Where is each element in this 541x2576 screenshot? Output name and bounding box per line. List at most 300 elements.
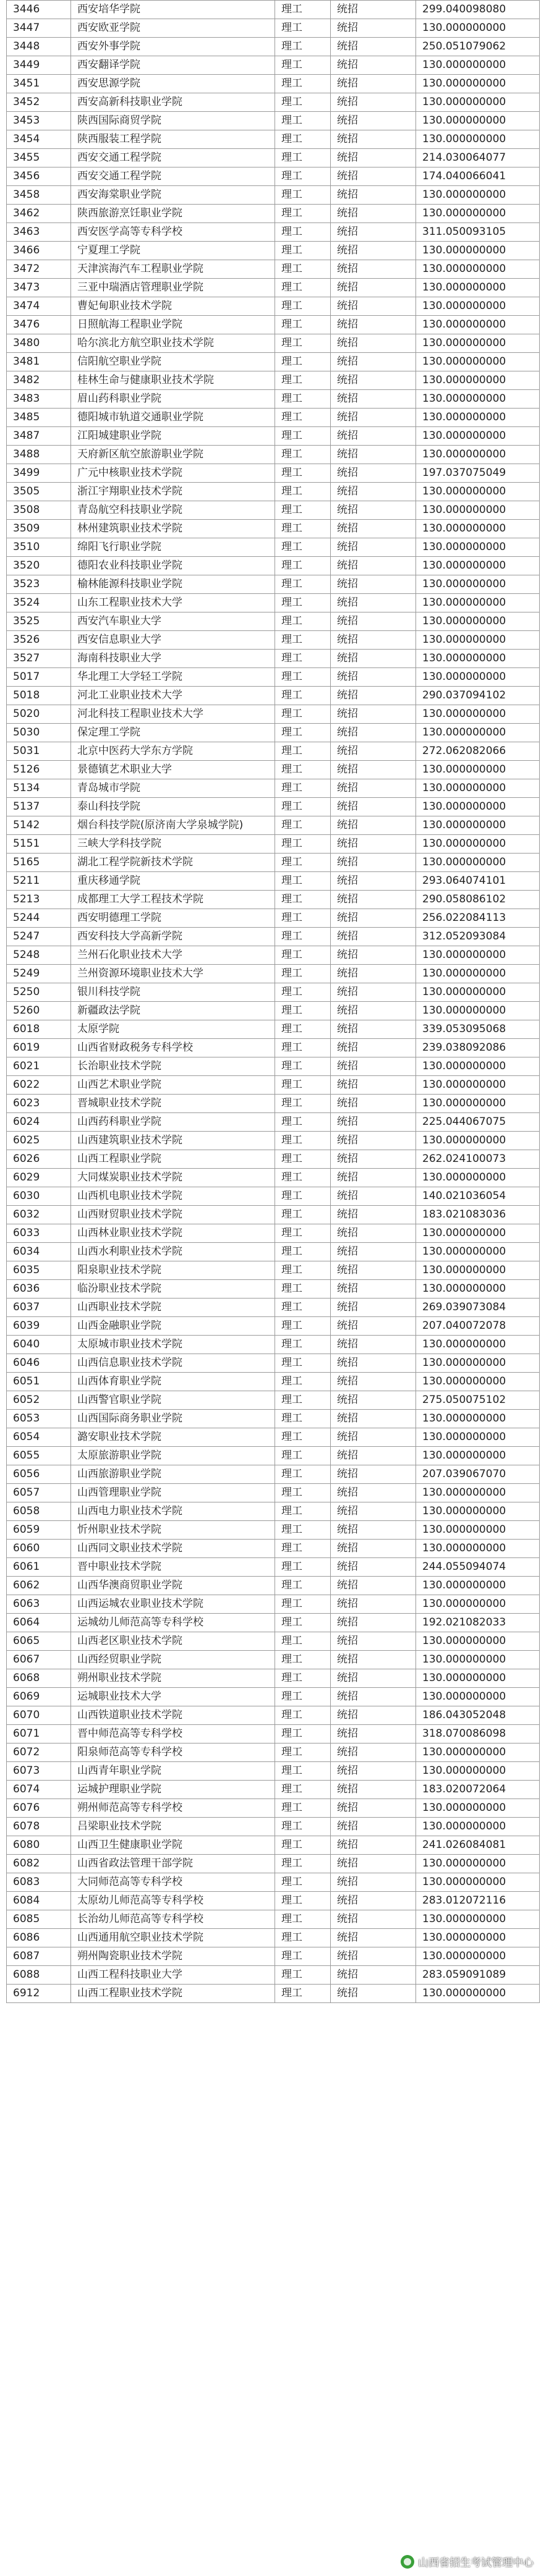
subject-type-cell: 理工 — [275, 205, 331, 223]
table-row — [7, 909, 540, 928]
min-score-cell: 311.050093105 — [416, 223, 540, 242]
min-score-cell: 262.024100073 — [416, 1150, 540, 1169]
enrollment-type-cell: 统招 — [331, 1187, 416, 1206]
enrollment-type-cell: 统招 — [331, 1743, 416, 1762]
min-score-cell: 130.000000000 — [416, 1577, 540, 1595]
table-row — [7, 687, 540, 705]
subject-type-cell: 理工 — [275, 149, 331, 167]
min-score-cell: 283.059091089 — [416, 1966, 540, 1985]
school-name-cell: 保定理工学院 — [71, 724, 275, 742]
school-name-cell: 西安明德理工学院 — [71, 909, 275, 928]
table-row — [7, 1632, 540, 1651]
school-name-cell: 绵阳飞行职业学院 — [71, 538, 275, 557]
table-row — [7, 668, 540, 687]
subject-type-cell: 理工 — [275, 1595, 331, 1614]
enrollment-type-cell: 统招 — [331, 297, 416, 316]
min-score-cell: 130.000000000 — [416, 1428, 540, 1447]
enrollment-type-cell: 统招 — [331, 334, 416, 353]
subject-type-cell: 理工 — [275, 872, 331, 891]
min-score-cell: 318.070086098 — [416, 1725, 540, 1743]
school-code-cell: 3453 — [7, 112, 71, 130]
school-name-cell: 山西旅游职业学院 — [71, 1465, 275, 1484]
table-row — [7, 538, 540, 557]
table-row — [7, 1558, 540, 1577]
min-score-cell: 130.000000000 — [416, 1521, 540, 1540]
enrollment-type-cell: 统招 — [331, 112, 416, 130]
school-name-cell: 青岛航空科技职业学院 — [71, 501, 275, 520]
school-name-cell: 曹妃甸职业技术学院 — [71, 297, 275, 316]
subject-type-cell: 理工 — [275, 631, 331, 650]
school-name-cell: 山西运城农业职业技术学院 — [71, 1595, 275, 1614]
enrollment-type-cell: 统招 — [331, 1261, 416, 1280]
subject-type-cell: 理工 — [275, 483, 331, 501]
min-score-cell: 130.000000000 — [416, 946, 540, 965]
subject-type-cell: 理工 — [275, 1261, 331, 1280]
school-name-cell: 山西职业技术学院 — [71, 1299, 275, 1317]
min-score-cell: 130.000000000 — [416, 112, 540, 130]
table-row — [7, 1873, 540, 1892]
min-score-cell: 244.055094074 — [416, 1558, 540, 1577]
subject-type-cell: 理工 — [275, 93, 331, 112]
min-score-cell: 130.000000000 — [416, 798, 540, 816]
table-row — [7, 1150, 540, 1169]
min-score-cell: 130.000000000 — [416, 279, 540, 297]
enrollment-type-cell: 统招 — [331, 520, 416, 538]
subject-type-cell: 理工 — [275, 1836, 331, 1855]
enrollment-type-cell: 统招 — [331, 353, 416, 371]
enrollment-type-cell: 统招 — [331, 557, 416, 575]
min-score-cell: 130.000000000 — [416, 56, 540, 75]
min-score-cell: 130.000000000 — [416, 1799, 540, 1818]
school-code-cell: 6071 — [7, 1725, 71, 1743]
table-row — [7, 56, 540, 75]
school-name-cell: 眉山药科职业学院 — [71, 390, 275, 409]
subject-type-cell: 理工 — [275, 520, 331, 538]
enrollment-type-cell: 统招 — [331, 1688, 416, 1706]
min-score-cell: 130.000000000 — [416, 205, 540, 223]
subject-type-cell: 理工 — [275, 538, 331, 557]
table-row — [7, 761, 540, 779]
enrollment-type-cell: 统招 — [331, 1706, 416, 1725]
table-row — [7, 390, 540, 409]
school-name-cell: 大同煤炭职业技术学院 — [71, 1169, 275, 1187]
school-name-cell: 山西水利职业技术学院 — [71, 1243, 275, 1261]
table-row — [7, 520, 540, 538]
subject-type-cell: 理工 — [275, 242, 331, 260]
enrollment-type-cell: 统招 — [331, 1947, 416, 1966]
min-score-cell: 130.000000000 — [416, 1669, 540, 1688]
table-row — [7, 798, 540, 816]
min-score-cell: 293.064074101 — [416, 872, 540, 891]
enrollment-type-cell: 统招 — [331, 1132, 416, 1150]
school-code-cell: 6022 — [7, 1076, 71, 1095]
table-row — [7, 779, 540, 798]
subject-type-cell: 理工 — [275, 1465, 331, 1484]
min-score-cell: 130.000000000 — [416, 93, 540, 112]
min-score-cell: 130.000000000 — [416, 1484, 540, 1502]
enrollment-type-cell: 统招 — [331, 1039, 416, 1057]
school-code-cell: 6051 — [7, 1373, 71, 1391]
table-row — [7, 1540, 540, 1558]
min-score-cell: 130.000000000 — [416, 19, 540, 38]
min-score-cell: 130.000000000 — [416, 612, 540, 631]
subject-type-cell: 理工 — [275, 1354, 331, 1373]
school-code-cell: 3466 — [7, 242, 71, 260]
school-code-cell: 6024 — [7, 1113, 71, 1132]
school-name-cell: 山西管理职业学院 — [71, 1484, 275, 1502]
subject-type-cell: 理工 — [275, 612, 331, 631]
enrollment-type-cell: 统招 — [331, 149, 416, 167]
school-code-cell: 6074 — [7, 1781, 71, 1799]
enrollment-type-cell: 统招 — [331, 56, 416, 75]
school-name-cell: 西安欧亚学院 — [71, 19, 275, 38]
min-score-cell: 130.000000000 — [416, 1132, 540, 1150]
min-score-cell: 130.000000000 — [416, 501, 540, 520]
subject-type-cell: 理工 — [275, 186, 331, 205]
enrollment-type-cell: 统招 — [331, 1113, 416, 1132]
min-score-cell: 312.052093084 — [416, 928, 540, 946]
enrollment-type-cell: 统招 — [331, 835, 416, 854]
subject-type-cell: 理工 — [275, 1169, 331, 1187]
min-score-cell: 130.000000000 — [416, 1057, 540, 1076]
subject-type-cell: 理工 — [275, 1706, 331, 1725]
school-name-cell: 海南科技职业大学 — [71, 650, 275, 668]
table-row — [7, 1317, 540, 1336]
school-name-cell: 山西金融职业学院 — [71, 1317, 275, 1336]
min-score-cell: 130.000000000 — [416, 1336, 540, 1354]
enrollment-type-cell: 统招 — [331, 130, 416, 149]
table-row — [7, 1818, 540, 1836]
school-name-cell: 太原旅游职业学院 — [71, 1447, 275, 1465]
school-code-cell: 6057 — [7, 1484, 71, 1502]
min-score-cell: 130.000000000 — [416, 557, 540, 575]
subject-type-cell: 理工 — [275, 594, 331, 612]
subject-type-cell: 理工 — [275, 557, 331, 575]
enrollment-type-cell: 统招 — [331, 965, 416, 983]
school-code-cell: 3508 — [7, 501, 71, 520]
enrollment-type-cell: 统招 — [331, 1280, 416, 1299]
school-name-cell: 朔州师范高等专科学校 — [71, 1799, 275, 1818]
enrollment-type-cell: 统招 — [331, 1540, 416, 1558]
min-score-cell: 130.000000000 — [416, 1261, 540, 1280]
admission-score-table — [6, 0, 540, 2003]
min-score-cell: 130.000000000 — [416, 483, 540, 501]
table-row — [7, 1187, 540, 1206]
school-code-cell: 6059 — [7, 1521, 71, 1540]
school-code-cell: 3481 — [7, 353, 71, 371]
school-name-cell: 哈尔滨北方航空职业技术学院 — [71, 334, 275, 353]
min-score-cell: 299.040098080 — [416, 1, 540, 19]
table-row — [7, 1206, 540, 1224]
school-code-cell: 6088 — [7, 1966, 71, 1985]
school-code-cell: 3449 — [7, 56, 71, 75]
school-name-cell: 天津滨海汽车工程职业学院 — [71, 260, 275, 279]
school-name-cell: 晋中师范高等专科学校 — [71, 1725, 275, 1743]
table-row — [7, 1521, 540, 1540]
table-row — [7, 1706, 540, 1725]
table-row — [7, 409, 540, 427]
subject-type-cell: 理工 — [275, 1187, 331, 1206]
table-row — [7, 742, 540, 761]
school-code-cell: 6069 — [7, 1688, 71, 1706]
enrollment-type-cell: 统招 — [331, 1243, 416, 1261]
subject-type-cell: 理工 — [275, 1039, 331, 1057]
subject-type-cell: 理工 — [275, 297, 331, 316]
school-code-cell: 3520 — [7, 557, 71, 575]
school-code-cell: 6036 — [7, 1280, 71, 1299]
min-score-cell: 339.053095068 — [416, 1020, 540, 1039]
table-row — [7, 1169, 540, 1187]
school-code-cell: 3524 — [7, 594, 71, 612]
enrollment-type-cell: 统招 — [331, 167, 416, 186]
school-name-cell: 西安翻译学院 — [71, 56, 275, 75]
enrollment-type-cell: 统招 — [331, 687, 416, 705]
min-score-cell: 290.037094102 — [416, 687, 540, 705]
min-score-cell: 130.000000000 — [416, 1002, 540, 1020]
enrollment-type-cell: 统招 — [331, 1206, 416, 1224]
table-row — [7, 501, 540, 520]
min-score-cell: 256.022084113 — [416, 909, 540, 928]
school-name-cell: 陕西服装工程学院 — [71, 130, 275, 149]
watermark — [401, 2554, 534, 2569]
enrollment-type-cell: 统招 — [331, 1336, 416, 1354]
school-code-cell: 5020 — [7, 705, 71, 724]
min-score-cell: 130.000000000 — [416, 631, 540, 650]
subject-type-cell: 理工 — [275, 687, 331, 705]
school-name-cell: 山西体育职业学院 — [71, 1373, 275, 1391]
table-row — [7, 446, 540, 464]
subject-type-cell: 理工 — [275, 1577, 331, 1595]
school-name-cell: 西安思源学院 — [71, 75, 275, 93]
school-name-cell: 山西省政法管理干部学院 — [71, 1855, 275, 1873]
school-code-cell: 3482 — [7, 371, 71, 390]
enrollment-type-cell: 统招 — [331, 1966, 416, 1985]
table-row — [7, 594, 540, 612]
table-row — [7, 1836, 540, 1855]
subject-type-cell: 理工 — [275, 464, 331, 483]
enrollment-type-cell: 统招 — [331, 538, 416, 557]
min-score-cell: 130.000000000 — [416, 242, 540, 260]
enrollment-type-cell: 统招 — [331, 928, 416, 946]
enrollment-type-cell: 统招 — [331, 371, 416, 390]
min-score-cell: 214.030064077 — [416, 149, 540, 167]
subject-type-cell: 理工 — [275, 1743, 331, 1762]
min-score-cell: 130.000000000 — [416, 594, 540, 612]
subject-type-cell: 理工 — [275, 1558, 331, 1577]
school-code-cell: 6087 — [7, 1947, 71, 1966]
table-row — [7, 1354, 540, 1373]
school-code-cell: 6026 — [7, 1150, 71, 1169]
min-score-cell: 130.000000000 — [416, 1762, 540, 1781]
enrollment-type-cell: 统招 — [331, 1614, 416, 1632]
school-code-cell: 5031 — [7, 742, 71, 761]
subject-type-cell: 理工 — [275, 1113, 331, 1132]
subject-type-cell: 理工 — [275, 779, 331, 798]
min-score-cell: 130.000000000 — [416, 1540, 540, 1558]
subject-type-cell: 理工 — [275, 816, 331, 835]
subject-type-cell: 理工 — [275, 668, 331, 687]
min-score-cell: 130.000000000 — [416, 983, 540, 1002]
min-score-cell: 130.000000000 — [416, 854, 540, 872]
subject-type-cell: 理工 — [275, 112, 331, 130]
school-code-cell: 6033 — [7, 1224, 71, 1243]
subject-type-cell: 理工 — [275, 1799, 331, 1818]
school-code-cell: 6052 — [7, 1391, 71, 1410]
table-row — [7, 1095, 540, 1113]
table-row — [7, 93, 540, 112]
table-row — [7, 854, 540, 872]
school-code-cell: 3483 — [7, 390, 71, 409]
subject-type-cell: 理工 — [275, 1985, 331, 2003]
table-row — [7, 612, 540, 631]
school-code-cell: 6054 — [7, 1428, 71, 1447]
min-score-cell: 130.000000000 — [416, 1224, 540, 1243]
table-row — [7, 1261, 540, 1280]
enrollment-type-cell: 统招 — [331, 1781, 416, 1799]
school-name-cell: 西安信息职业大学 — [71, 631, 275, 650]
min-score-cell: 130.000000000 — [416, 371, 540, 390]
subject-type-cell: 理工 — [275, 1651, 331, 1669]
school-code-cell: 6063 — [7, 1595, 71, 1614]
enrollment-type-cell: 统招 — [331, 1892, 416, 1910]
enrollment-type-cell: 统招 — [331, 464, 416, 483]
table-row — [7, 1743, 540, 1762]
school-name-cell: 山西同文职业技术学院 — [71, 1540, 275, 1558]
school-name-cell: 运城职业技术大学 — [71, 1688, 275, 1706]
school-name-cell: 广元中核职业技术学院 — [71, 464, 275, 483]
school-name-cell: 阳泉师范高等专科学校 — [71, 1743, 275, 1762]
min-score-cell: 130.000000000 — [416, 1947, 540, 1966]
table-row — [7, 186, 540, 205]
min-score-cell: 174.040066041 — [416, 167, 540, 186]
school-code-cell: 6068 — [7, 1669, 71, 1688]
enrollment-type-cell: 统招 — [331, 1, 416, 19]
min-score-cell: 130.000000000 — [416, 446, 540, 464]
min-score-cell: 250.051079062 — [416, 38, 540, 56]
school-name-cell: 陕西旅游烹饪职业学院 — [71, 205, 275, 223]
school-name-cell: 运城护理职业学院 — [71, 1781, 275, 1799]
enrollment-type-cell: 统招 — [331, 742, 416, 761]
subject-type-cell: 理工 — [275, 761, 331, 779]
table-row — [7, 891, 540, 909]
table-row — [7, 1688, 540, 1706]
school-code-cell: 3476 — [7, 316, 71, 334]
school-name-cell: 西安培华学院 — [71, 1, 275, 19]
school-name-cell: 吕梁职业技术学院 — [71, 1818, 275, 1836]
school-name-cell: 宁夏理工学院 — [71, 242, 275, 260]
school-code-cell: 5211 — [7, 872, 71, 891]
subject-type-cell: 理工 — [275, 56, 331, 75]
enrollment-type-cell: 统招 — [331, 872, 416, 891]
table-row — [7, 1725, 540, 1743]
table-row — [7, 557, 540, 575]
enrollment-type-cell: 统招 — [331, 724, 416, 742]
subject-type-cell: 理工 — [275, 390, 331, 409]
min-score-cell: 130.000000000 — [416, 1688, 540, 1706]
table-row — [7, 167, 540, 186]
school-name-cell: 青岛城市学院 — [71, 779, 275, 798]
school-name-cell: 西安汽车职业大学 — [71, 612, 275, 631]
school-code-cell: 3487 — [7, 427, 71, 446]
school-name-cell: 山西建筑职业技术学院 — [71, 1132, 275, 1150]
table-row — [7, 1577, 540, 1595]
school-name-cell: 天府新区航空旅游职业学院 — [71, 446, 275, 464]
min-score-cell: 130.000000000 — [416, 1447, 540, 1465]
subject-type-cell: 理工 — [275, 1076, 331, 1095]
subject-type-cell: 理工 — [275, 1614, 331, 1632]
school-code-cell: 3526 — [7, 631, 71, 650]
table-row — [7, 1132, 540, 1150]
enrollment-type-cell: 统招 — [331, 1929, 416, 1947]
subject-type-cell: 理工 — [275, 446, 331, 464]
min-score-cell: 130.000000000 — [416, 761, 540, 779]
school-name-cell: 山西机电职业技术学院 — [71, 1187, 275, 1206]
school-code-cell: 6034 — [7, 1243, 71, 1261]
table-row — [7, 872, 540, 891]
school-code-cell: 6035 — [7, 1261, 71, 1280]
school-code-cell: 6912 — [7, 1985, 71, 2003]
school-name-cell: 兰州资源环境职业技术大学 — [71, 965, 275, 983]
subject-type-cell: 理工 — [275, 1150, 331, 1169]
school-code-cell: 3458 — [7, 186, 71, 205]
min-score-cell: 130.000000000 — [416, 1595, 540, 1614]
enrollment-type-cell: 统招 — [331, 1558, 416, 1577]
school-name-cell: 成都理工大学工程技术学院 — [71, 891, 275, 909]
min-score-cell: 275.050075102 — [416, 1391, 540, 1410]
subject-type-cell: 理工 — [275, 1873, 331, 1892]
school-code-cell: 3510 — [7, 538, 71, 557]
school-name-cell: 长治幼儿师范高等专科学校 — [71, 1910, 275, 1929]
min-score-cell: 130.000000000 — [416, 965, 540, 983]
school-code-cell: 6062 — [7, 1577, 71, 1595]
school-name-cell: 银川科技学院 — [71, 983, 275, 1002]
school-code-cell: 6046 — [7, 1354, 71, 1373]
enrollment-type-cell: 统招 — [331, 909, 416, 928]
enrollment-type-cell: 统招 — [331, 1354, 416, 1373]
enrollment-type-cell: 统招 — [331, 1169, 416, 1187]
min-score-cell: 130.000000000 — [416, 1929, 540, 1947]
table-row — [7, 297, 540, 316]
school-code-cell: 6078 — [7, 1818, 71, 1836]
table-row — [7, 130, 540, 149]
subject-type-cell: 理工 — [275, 1781, 331, 1799]
enrollment-type-cell: 统招 — [331, 38, 416, 56]
school-name-cell: 桂林生命与健康职业技术学院 — [71, 371, 275, 390]
min-score-cell: 130.000000000 — [416, 1873, 540, 1892]
table-row — [7, 38, 540, 56]
school-code-cell: 6056 — [7, 1465, 71, 1484]
enrollment-type-cell: 统招 — [331, 1669, 416, 1688]
school-name-cell: 晋中职业技术学院 — [71, 1558, 275, 1577]
enrollment-type-cell: 统招 — [331, 1150, 416, 1169]
school-code-cell: 6065 — [7, 1632, 71, 1651]
enrollment-type-cell: 统招 — [331, 1985, 416, 2003]
school-name-cell: 山西通用航空职业技术学院 — [71, 1929, 275, 1947]
wechat-channel-icon — [401, 2555, 414, 2569]
subject-type-cell: 理工 — [275, 501, 331, 520]
school-code-cell: 3480 — [7, 334, 71, 353]
school-name-cell: 华北理工大学轻工学院 — [71, 668, 275, 687]
school-code-cell: 5165 — [7, 854, 71, 872]
enrollment-type-cell: 统招 — [331, 1521, 416, 1540]
enrollment-type-cell: 统招 — [331, 1855, 416, 1873]
table-row — [7, 371, 540, 390]
school-code-cell: 3455 — [7, 149, 71, 167]
school-name-cell: 山西林业职业技术学院 — [71, 1224, 275, 1243]
enrollment-type-cell: 统招 — [331, 650, 416, 668]
enrollment-type-cell: 统招 — [331, 594, 416, 612]
school-code-cell: 3505 — [7, 483, 71, 501]
